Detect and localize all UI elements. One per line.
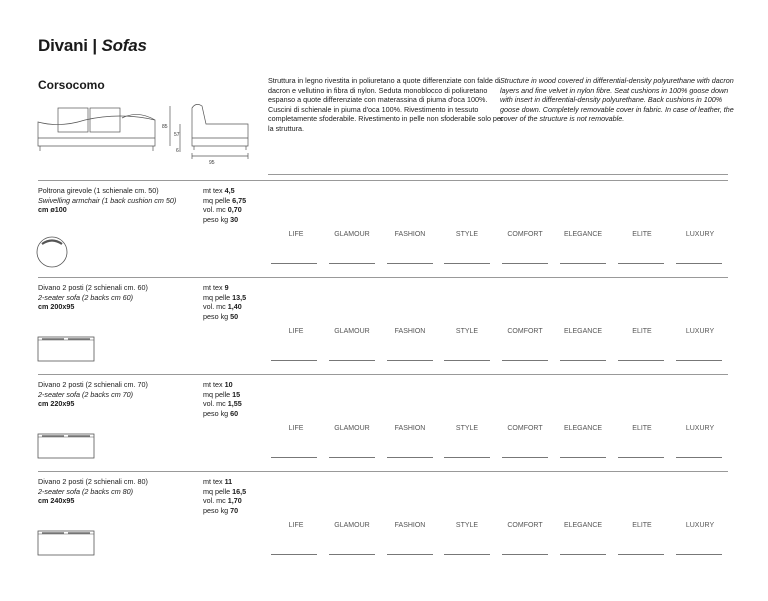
fabric-category-luxury: LUXURY (685, 328, 715, 335)
leg-height-label: 6 (176, 148, 179, 154)
fabric-category-style: STYLE (455, 522, 479, 529)
fabric-category-elite: ELITE (632, 231, 652, 238)
price-field-line (618, 263, 664, 264)
fabric-category-life: LIFE (288, 231, 304, 238)
depth-label: 95 (209, 160, 215, 166)
spec-line: mt tex 4,5 (203, 186, 235, 195)
product-name-it: Divano 2 posti (2 schienali cm. 80) (38, 477, 148, 486)
product-size: cm 240x95 (38, 496, 75, 506)
product-name-en: 2-seater sofa (2 backs cm 60) (38, 292, 134, 302)
product-name-it: Divano 2 posti (2 schienali cm. 70) (38, 380, 148, 389)
price-field-line (271, 554, 317, 555)
price-field-line (560, 554, 606, 555)
divider-top (268, 174, 728, 175)
price-field-line (618, 360, 664, 361)
fabric-category-fashion: FASHION (394, 328, 426, 335)
fabric-category-elegance: ELEGANCE (563, 328, 603, 335)
product-size: cm ø100 (38, 205, 67, 215)
product-plan-icon (36, 232, 106, 272)
fabric-category-style: STYLE (455, 328, 479, 335)
spec-line: mt tex 10 (203, 380, 233, 389)
price-field-line (502, 263, 548, 264)
price-field-line (271, 457, 317, 458)
product-name-block (38, 186, 188, 215)
fabric-category-comfort: COMFORT (507, 425, 543, 432)
product-specs (203, 380, 242, 418)
product-name-en: 2-seater sofa (2 backs cm 80) (38, 486, 134, 496)
price-field-line (329, 263, 375, 264)
spec-value: 60 (230, 408, 239, 418)
price-field-line (444, 263, 490, 264)
price-field-line (502, 554, 548, 555)
spec-value: 11 (224, 477, 233, 486)
product-specs (203, 477, 246, 515)
fabric-category-fashion: FASHION (394, 425, 426, 432)
page-title (38, 36, 147, 56)
price-field-line (387, 457, 433, 458)
price-field-line (618, 554, 664, 555)
product-plan-icon (36, 329, 106, 369)
fabric-category-elegance: ELEGANCE (563, 425, 603, 432)
spec-line: peso kg 70 (203, 505, 239, 515)
fabric-category-luxury: LUXURY (685, 231, 715, 238)
price-field-line (676, 360, 722, 361)
spec-value: 70 (230, 505, 239, 515)
price-field-line (676, 457, 722, 458)
price-field-line (444, 360, 490, 361)
spec-value: 16,5 (232, 486, 247, 496)
fabric-category-life: LIFE (288, 522, 304, 529)
fabric-category-comfort: COMFORT (507, 328, 543, 335)
row-divider (38, 374, 728, 375)
price-field-line (618, 457, 664, 458)
price-field-line (387, 554, 433, 555)
fabric-category-elegance: ELEGANCE (563, 231, 603, 238)
spec-value: 1,40 (227, 302, 242, 312)
sofa-elevation-drawing (30, 98, 266, 170)
price-field-line (560, 360, 606, 361)
fabric-category-elite: ELITE (632, 522, 652, 529)
spec-value: 1,55 (227, 399, 242, 409)
price-field-line (502, 457, 548, 458)
price-field-line (502, 360, 548, 361)
product-name-block (38, 283, 188, 312)
spec-line: vol. mc 1,55 (203, 399, 242, 409)
fabric-category-life: LIFE (288, 328, 304, 335)
fabric-category-style: STYLE (455, 231, 479, 238)
spec-line: mq pelle 6,75 (203, 195, 247, 205)
product-name-en: Swivelling armchair (1 back cushion cm 50) (38, 195, 177, 205)
price-field-line (329, 457, 375, 458)
price-field-line (387, 360, 433, 361)
fabric-category-glamour: GLAMOUR (334, 522, 370, 529)
height-label: 85 (162, 124, 168, 130)
price-field-line (444, 457, 490, 458)
spec-line: mq pelle 15 (203, 389, 241, 399)
spec-line: vol. mc 1,40 (203, 302, 242, 312)
fabric-category-glamour: GLAMOUR (334, 231, 370, 238)
description-it: Struttura in legno rivestita in poliuretano a quote differenziate con falde di dacron e vellutino in fibra di nylon. Seduta monoblocco di poliuretano espanso a quote differenziate con materassina di piuma d'oca 100%. Cuscini di schienale in piuma d'oca 100%. Rivestimento in tessuto completamente sfoderabile. Rivestimento in pelle non sfoderabile solo per la struttura. (268, 76, 504, 133)
product-plan-icon (36, 523, 106, 563)
price-field-line (560, 457, 606, 458)
fabric-category-luxury: LUXURY (685, 522, 715, 529)
spec-value: 50 (230, 311, 239, 321)
row-divider (38, 471, 728, 472)
price-field-line (387, 263, 433, 264)
back-cushion-left (58, 108, 88, 132)
sofa-side-outline (192, 104, 248, 146)
price-field-line (329, 360, 375, 361)
product-plan-icon (36, 426, 106, 466)
section-title: Corsocomo (38, 78, 105, 92)
spec-value: 6,75 (232, 195, 247, 205)
spec-line: vol. mc 0,70 (203, 205, 242, 215)
spec-line: peso kg 50 (203, 311, 239, 321)
price-field-line (676, 263, 722, 264)
fabric-category-style: STYLE (455, 425, 479, 432)
product-specs (203, 186, 246, 224)
product-name-it: Poltrona girevole (1 schienale cm. 50) (38, 186, 159, 195)
product-name-block (38, 477, 188, 506)
product-specs (203, 283, 246, 321)
page-title-it: Divani | (38, 36, 97, 55)
product-size: cm 220x95 (38, 399, 75, 409)
fabric-category-glamour: GLAMOUR (334, 328, 370, 335)
fabric-category-life: LIFE (288, 425, 304, 432)
price-field-line (444, 554, 490, 555)
spec-value: 1,70 (227, 496, 242, 506)
spec-line: mt tex 11 (203, 477, 233, 486)
back-cushion-right (90, 108, 120, 132)
sofa-front-outline (38, 116, 155, 146)
spec-value: 15 (232, 389, 241, 399)
fabric-category-glamour: GLAMOUR (334, 425, 370, 432)
spec-value: 0,70 (227, 205, 242, 215)
price-field-line (271, 360, 317, 361)
row-divider (38, 277, 728, 278)
spec-line: mt tex 9 (203, 283, 229, 292)
spec-value: 30 (230, 214, 239, 224)
seat-height-label: 57 (174, 132, 180, 138)
fabric-category-elite: ELITE (632, 328, 652, 335)
product-name-en: 2-seater sofa (2 backs cm 70) (38, 389, 134, 399)
fabric-category-comfort: COMFORT (507, 231, 543, 238)
page-title-en: Sofas (101, 36, 147, 55)
fabric-category-elegance: ELEGANCE (563, 522, 603, 529)
product-size: cm 200x95 (38, 302, 75, 312)
price-field-line (329, 554, 375, 555)
price-field-line (560, 263, 606, 264)
fabric-category-luxury: LUXURY (685, 425, 715, 432)
spec-line: mq pelle 16,5 (203, 486, 247, 496)
spec-line: peso kg 30 (203, 214, 239, 224)
spec-value: 9 (224, 283, 229, 292)
spec-value: 4,5 (224, 186, 235, 195)
spec-value: 13,5 (232, 292, 247, 302)
description-en: Structure in wood covered in differential-density polyurethane with dacron layers and fine velvet in nylon fibre. Seat cushions in 100% goose down with insert in differential-density polyurethane. Back cushions in 100% goose down. Completely removable cover in fabric. In case of leather, the cover of the structure is not removable. (500, 76, 734, 124)
spec-line: peso kg 60 (203, 408, 239, 418)
fabric-category-elite: ELITE (632, 425, 652, 432)
price-field-line (676, 554, 722, 555)
product-name-block (38, 380, 188, 409)
price-field-line (271, 263, 317, 264)
spec-line: vol. mc 1,70 (203, 496, 242, 506)
fabric-category-comfort: COMFORT (507, 522, 543, 529)
fabric-category-fashion: FASHION (394, 231, 426, 238)
spec-value: 10 (224, 380, 233, 389)
divider-products (38, 180, 728, 181)
fabric-category-fashion: FASHION (394, 522, 426, 529)
spec-line: mq pelle 13,5 (203, 292, 247, 302)
product-name-it: Divano 2 posti (2 schienali cm. 60) (38, 283, 148, 292)
